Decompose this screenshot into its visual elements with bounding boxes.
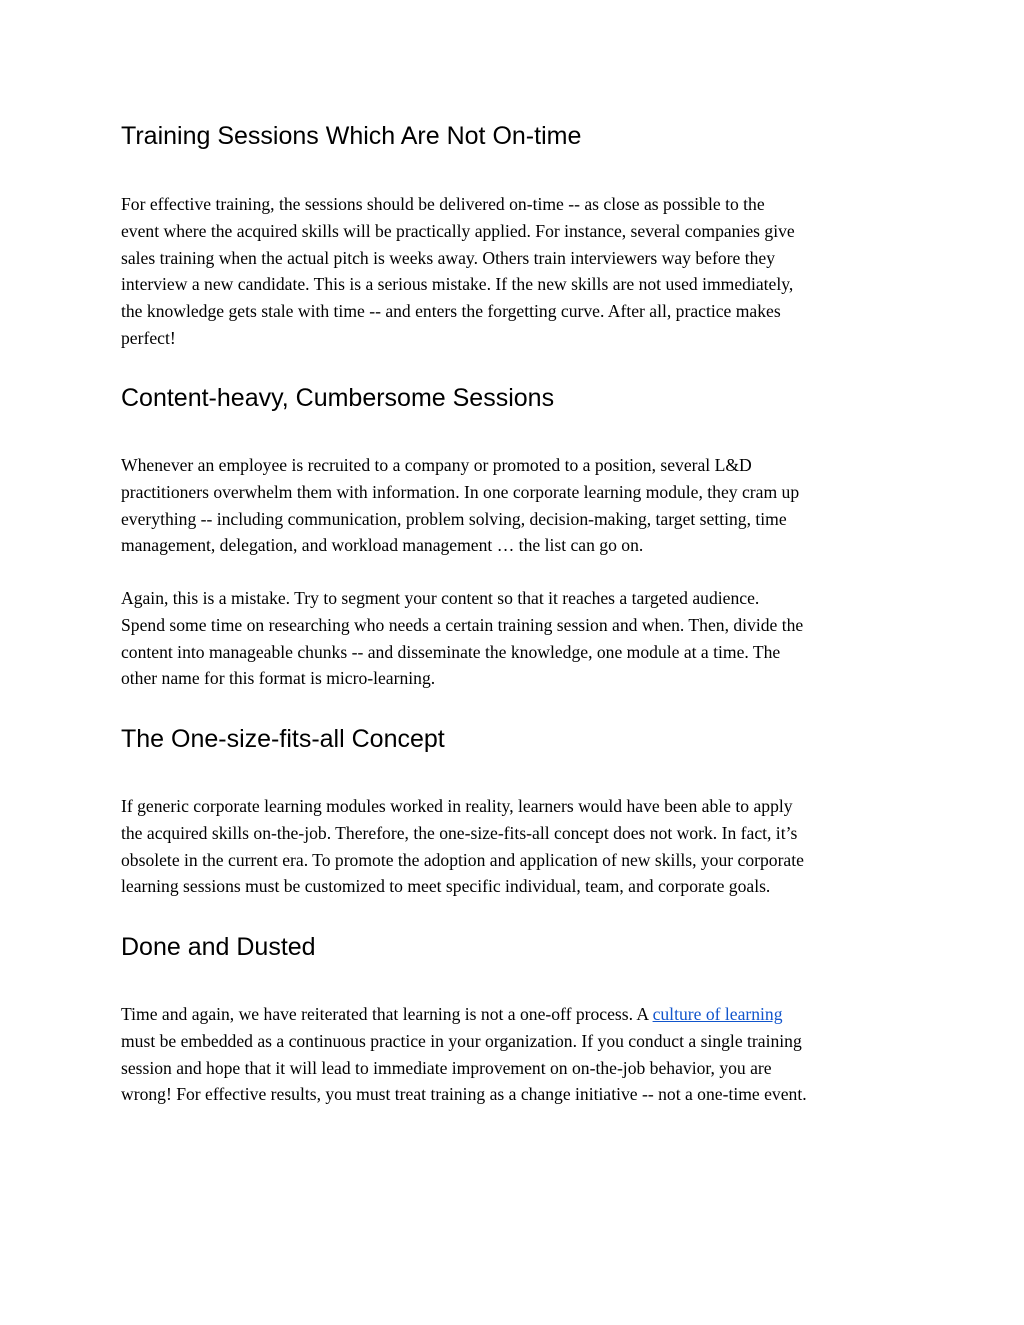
paragraph-line: event where the acquired skills will be practically applied. For instance, several companies give [121,220,795,241]
paragraph-content-heavy-1 [121,452,911,559]
paragraph-line: sales training when the actual pitch is weeks away. Others train interviewers way before they [121,247,775,268]
paragraph-line: other name for this format is micro-learning. [121,668,436,689]
paragraph-line: Again, this is a mistake. Try to segment your content so that it reaches a targeted audience. [121,588,760,608]
paragraph-line: learning sessions must be customized to meet specific individual, team, and corporate goals. [121,876,771,897]
paragraph-content-heavy-2 [121,585,911,692]
paragraph-line: If generic corporate learning modules worked in reality, learners would have been able to apply [121,796,793,816]
paragraph-line-with-link [121,1001,911,1028]
paragraph-text-before-link: Time and again, we have reiterated that learning is not a one-off process. A [121,1004,653,1024]
section-heading-one-size-fits-all: The One-size-fits-all Concept [121,725,445,753]
paragraph-line: must be embedded as a continuous practice in your organization. If you conduct a single training [121,1030,802,1051]
paragraph-one-size-fits-all [121,793,911,900]
section-heading-content-heavy: Content-heavy, Cumbersome Sessions [121,384,555,412]
paragraph-line: management, delegation, and workload management … the list can go on. [121,535,644,556]
paragraph-line: practitioners overwhelm them with information. In one corporate learning module, they cram up [121,481,800,502]
paragraph-line: the knowledge gets stale with time -- and enters the forgetting curve. After all, practice makes [121,301,781,322]
paragraph-line: Whenever an employee is recruited to a company or promoted to a position, several L&D [121,455,752,475]
paragraph-line: everything -- including communication, problem solving, decision-making, target setting, time [121,508,787,529]
paragraph-line: Spend some time on researching who needs a certain training session and when. Then, divide the [121,614,804,635]
culture-of-learning-link[interactable]: culture of learning [652,1004,783,1024]
section-heading-done-and-dusted: Done and Dusted [121,933,316,961]
section-heading-training-sessions: Training Sessions Which Are Not On-time [121,122,582,150]
paragraph-line: wrong! For effective results, you must treat training as a change initiative -- not a one-time event. [121,1084,807,1105]
paragraph-line: interview a new candidate. This is a serious mistake. If the new skills are not used immediately, [121,274,794,295]
paragraph-line: the acquired skills on-the-job. Therefore, the one-size-fits-all concept does not work. In fact, it’s [121,822,798,843]
paragraph-training-sessions [121,191,911,352]
paragraph-line: For effective training, the sessions should be delivered on-time -- as close as possible to the [121,194,765,214]
paragraph-line: content into manageable chunks -- and disseminate the knowledge, one module at a time. The [121,641,781,662]
paragraph-line: session and hope that it will lead to immediate improvement on on-the-job behavior, you are [121,1057,772,1078]
paragraph-line: obsolete in the current era. To promote the adoption and application of new skills, your corporate [121,849,804,870]
paragraph-line: perfect! [121,327,176,348]
paragraph-done-and-dusted [121,1001,911,1108]
